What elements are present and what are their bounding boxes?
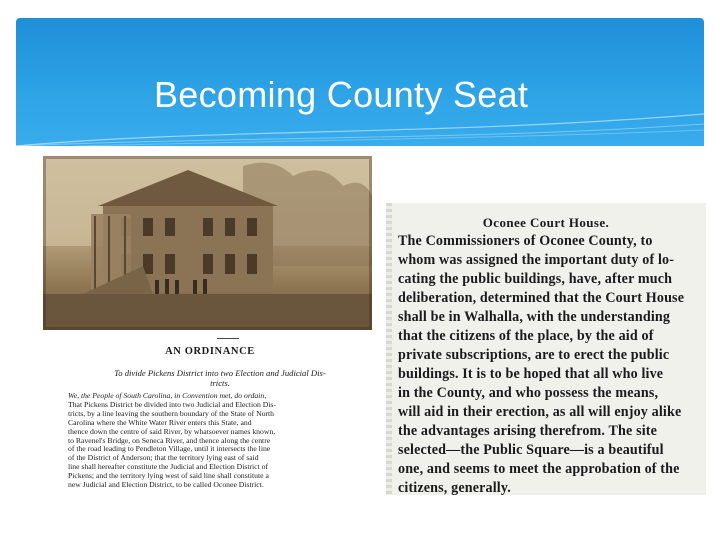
ordinance-body	[68, 392, 370, 490]
clipping-line: deliberation, determined that the Court House	[398, 290, 685, 306]
ordinance-line: of the District of Anderson; that the territory lying east of said	[68, 453, 259, 463]
ordinance-line: We, the People of South Carolina, in Convention met, do ordain,	[68, 391, 267, 400]
ordinance-line: line shall hereafter constitute the Judicial and Election District of	[68, 462, 269, 472]
ordinance-line: tricts, by a line leaving the southern boundary of the State of North	[68, 408, 275, 418]
ordinance-subtitle	[70, 368, 370, 388]
ordinance-line: Pickens; and the territory lying west of said line shall constitute a	[68, 471, 269, 481]
clipping-line: one, and seems to meet the approbation of the	[398, 461, 680, 477]
ordinance-line: Carolina where the White Water River enters this State, and	[68, 417, 252, 427]
ordinance-line: of the road leading to Pendleton Village, until it intersects the line	[68, 444, 271, 454]
newspaper-clipping	[386, 203, 706, 495]
clipping-line: buildings. It is to be hoped that all who live	[398, 366, 664, 382]
ordinance-heading: AN ORDINANCE	[165, 346, 255, 357]
ordinance-line: new Judicial and Election District, to be called Oconee District.	[68, 480, 264, 490]
clipping-line: private subscriptions, are to erect the public	[398, 347, 670, 363]
divider	[217, 338, 239, 339]
clipping-line: will aid in their erection, as all will enjoy alike	[398, 404, 682, 420]
ordinance-subtitle-line: tricts.	[210, 378, 230, 388]
clipping-line: the advantages arising therefrom. The site	[398, 423, 658, 439]
clipping-line: cating the public buildings, have, after much	[398, 271, 673, 287]
clipping-line: The Commissioners of Oconee County, to	[398, 233, 653, 249]
ordinance-clipping	[60, 338, 380, 534]
ordinance-line: thence down the centre of said River, by whatsoever names known,	[68, 426, 276, 436]
ordinance-line: to Ravenel's Bridge, on Seneca River, and thence along the centre	[68, 435, 271, 445]
clipping-line: selected—the Public Square—is a beautiful	[398, 442, 664, 458]
clipping-line: whom was assigned the important duty of lo-	[398, 252, 675, 268]
courthouse-photo	[43, 156, 372, 330]
ordinance-subtitle-line: To divide Pickens District into two Election and Judicial Dis-	[114, 368, 326, 378]
ordinance-line: That Pickens District be divided into two Judicial and Election Dis-	[68, 399, 276, 409]
clipping-line: shall be in Walhalla, with the understanding	[398, 309, 671, 325]
clipping-line: in the County, and who possess the means,	[398, 385, 659, 401]
torn-edge	[386, 203, 392, 495]
slide-title: Becoming County Seat	[154, 74, 529, 115]
title-band	[16, 18, 704, 146]
clipping-line: citizens, generally.	[398, 480, 511, 495]
clipping-line: that the citizens of the place, by the aid of	[398, 328, 654, 344]
clipping-heading: Oconee Court House.	[482, 215, 610, 230]
